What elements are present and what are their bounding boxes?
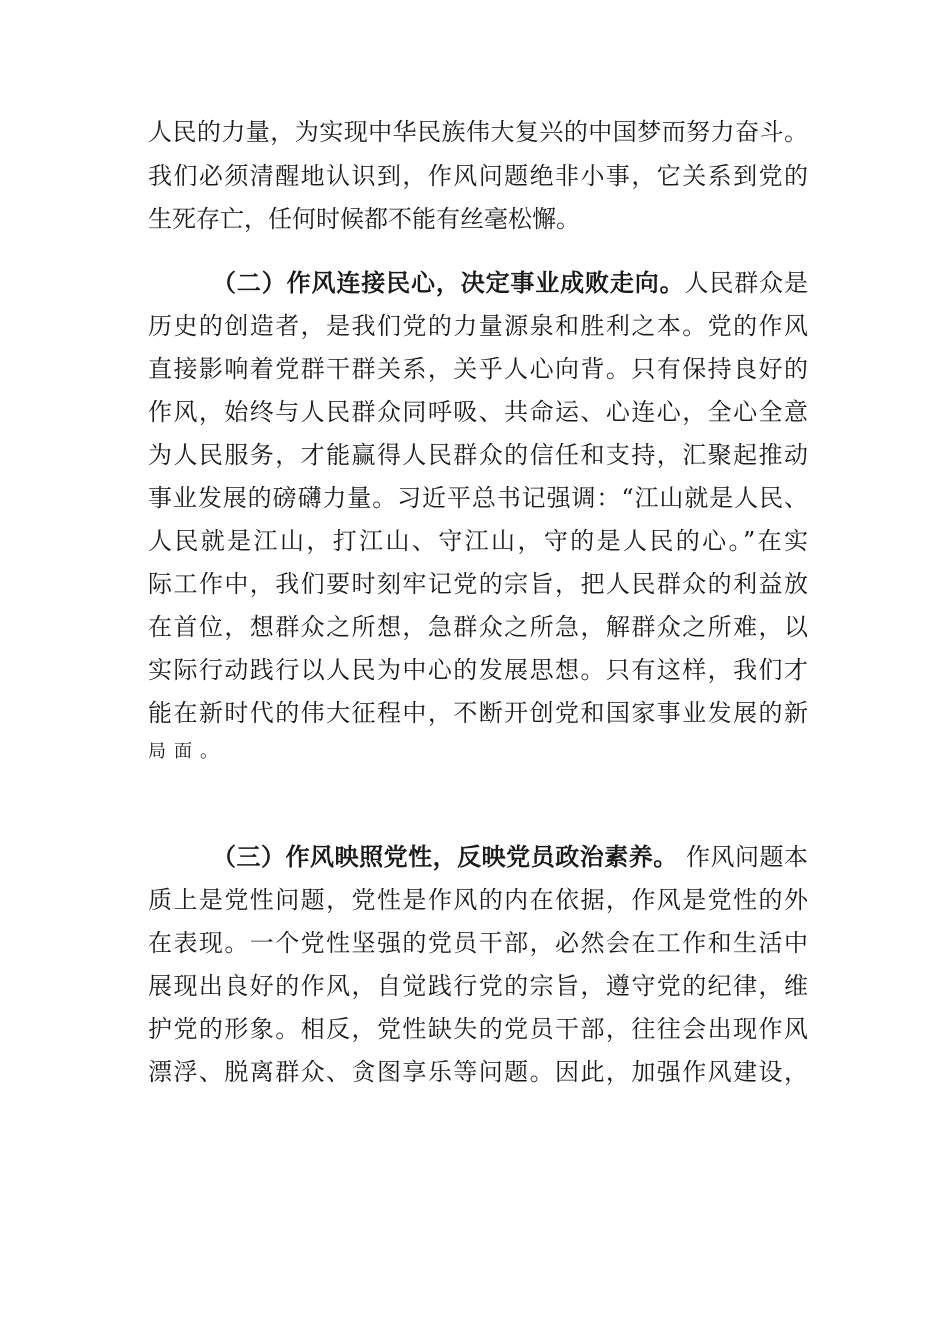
section-2-line: 直接影响着党群干群关系，关乎人心向背。只有保持良好的 [148, 355, 808, 383]
section-2-line: 实际行动践行以人民为中心的发展思想。只有这样，我们才 [148, 656, 808, 684]
paragraph-1-line-2: 我们必须清醒地认识到，作风问题绝非小事，它关系到党的 [148, 162, 808, 190]
section-2-line: 在首位，想群众之所想，急群众之所急，解群众之所难，以 [148, 613, 808, 641]
section-3-line: 护党的形象。相反，党性缺失的党员干部，往往会出现作风 [148, 1015, 808, 1043]
paragraph-1-line-3: 生死存亡，任何时候都不能有丝毫松懈。 [148, 205, 580, 233]
section-2-heading: （二）作风连接民心，决定事业成败走向。 [212, 268, 685, 297]
section-3-line: 漂浮、脱离群众、贪图享乐等问题。因此，加强作风建设， [148, 1058, 808, 1086]
section-2-line: 际工作中，我们要时刻牢记党的宗旨，把人民群众的利益放 [148, 570, 808, 598]
section-2-line: 历史的创造者，是我们党的力量源泉和胜利之本。党的作风 [148, 312, 808, 340]
section-3-line: 展现出良好的作风，自觉践行党的宗旨，遵守党的纪律，维 [148, 972, 808, 1000]
section-2-first-line [212, 268, 808, 298]
section-3-heading: （三）作风映照党性，反映党员政治素养。 [212, 842, 678, 871]
section-2-line: 能在新时代的伟大征程中，不断开创党和国家事业发展的新 [148, 699, 808, 727]
section-3-first-line [212, 842, 808, 872]
section-3-first-line-rest: 作风问题本 [677, 843, 809, 871]
section-3-line: 质上是党性问题，党性是作风的内在依据，作风是党性的外 [148, 886, 808, 914]
section-2-first-line-rest: 人民群众是 [684, 269, 809, 297]
section-2-line: 人民就是江山，打江山、守江山，守的是人民的心。”在实 [148, 527, 808, 555]
section-2-line: 作风，始终与人民群众同呼吸、共命运、心连心，全心全意 [148, 398, 808, 426]
section-2-line: 事业发展的磅礴力量。习近平总书记强调：“江山就是人民、 [148, 484, 808, 512]
paragraph-1-line-1: 人民的力量，为实现中华民族伟大复兴的中国梦而努力奋斗。 [148, 118, 808, 146]
section-2-last-line: 局面。 [148, 741, 226, 762]
section-2-line: 为人民服务，才能赢得人民群众的信任和支持，汇聚起推动 [148, 441, 808, 469]
section-3-line: 在表现。一个党性坚强的党员干部，必然会在工作和生活中 [148, 929, 808, 957]
